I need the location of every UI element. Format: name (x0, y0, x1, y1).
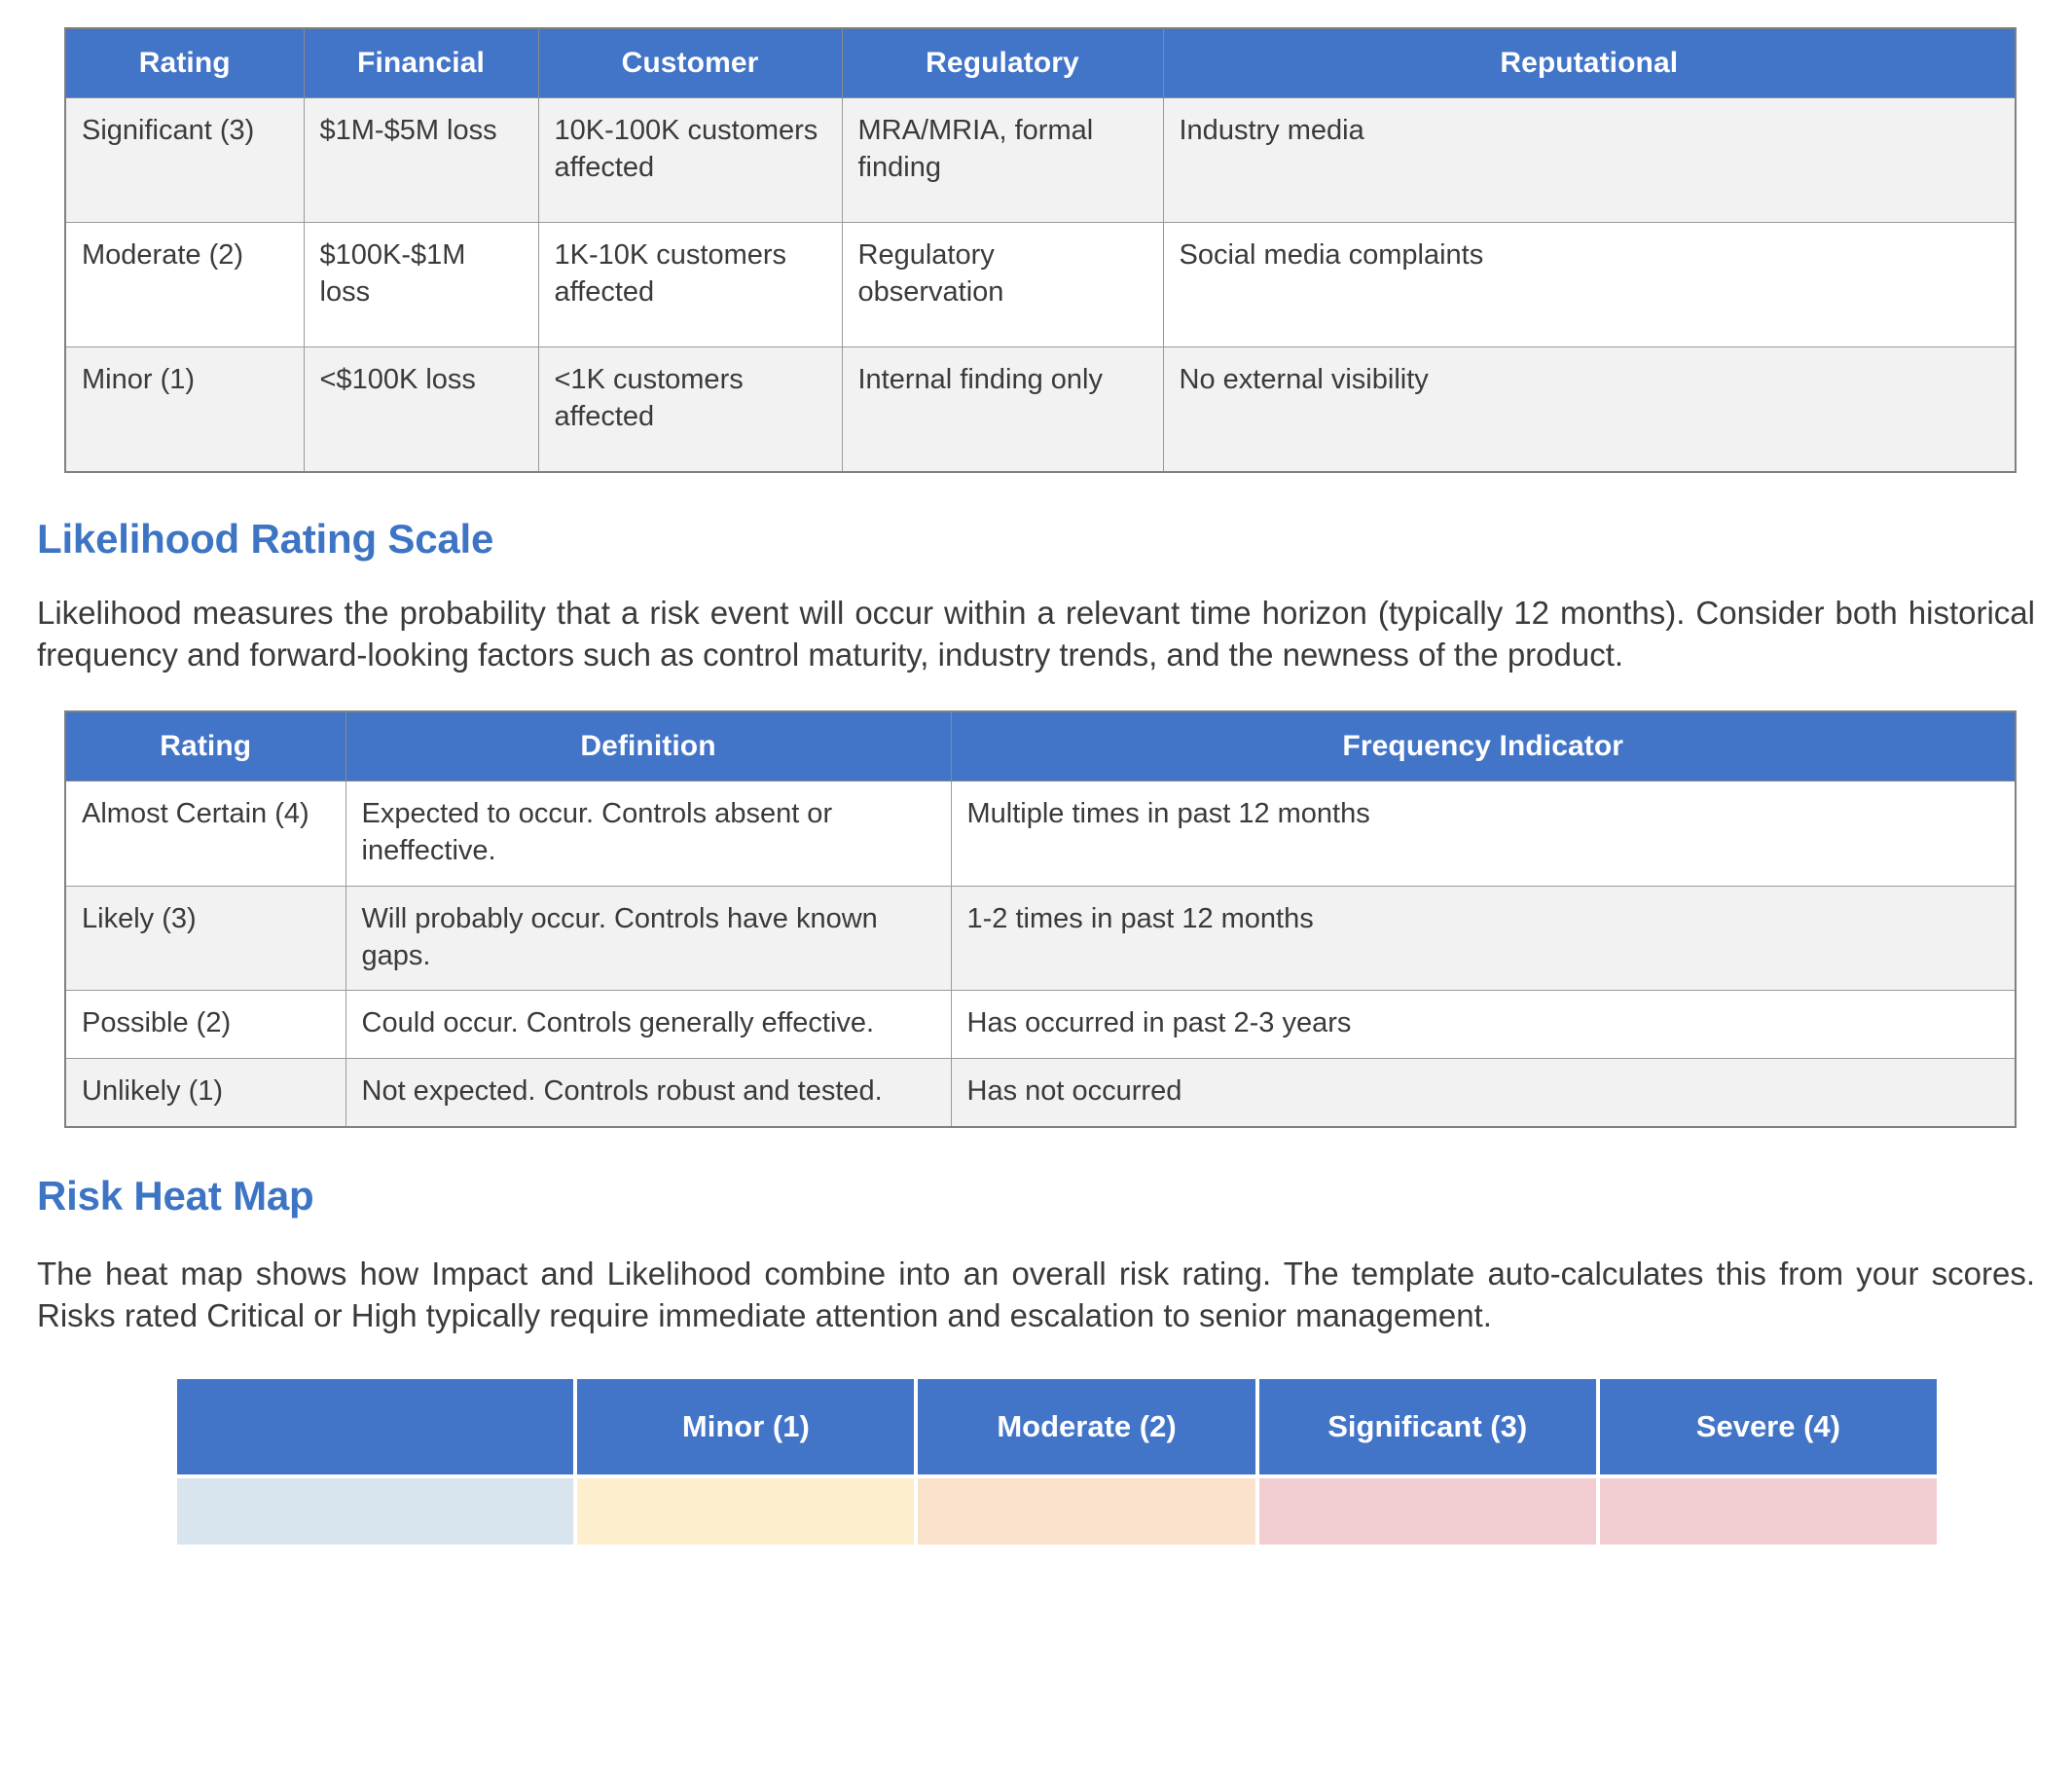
cell-frequency: Multiple times in past 12 months (951, 782, 2016, 886)
likelihood-rating-table (64, 710, 2017, 1127)
column-header-frequency-indicator: Frequency Indicator (951, 711, 2016, 782)
cell-rating: Moderate (2) (65, 223, 304, 347)
heatmap-header-row (177, 1379, 1937, 1474)
heatmap-corner-cell (177, 1379, 573, 1474)
cell-rating: Possible (2) (65, 991, 345, 1059)
cell-reputational: Industry media (1163, 98, 2016, 223)
heatmap-section-heading: Risk Heat Map (37, 1172, 314, 1219)
heatmap-cell-significant (1259, 1478, 1596, 1545)
cell-regulatory: MRA/MRIA, formal finding (842, 98, 1163, 223)
column-header-definition: Definition (345, 711, 951, 782)
table-row (65, 886, 2016, 990)
cell-definition: Will probably occur. Controls have known gaps. (345, 886, 951, 990)
cell-customer: 1K-10K customers affected (538, 223, 842, 347)
column-header-financial: Financial (304, 28, 538, 98)
heatmap-section-paragraph: The heat map shows how Impact and Likelihood combine into an overall risk rating. The template auto-calculates this from your scores. Risks rated Critical or High typically require immediate attention and escalation to senior management. (37, 1255, 2035, 1333)
heatmap-row-label-cell (177, 1478, 573, 1545)
cell-financial: <$100K loss (304, 347, 538, 473)
column-header-reputational: Reputational (1163, 28, 2016, 98)
heatmap-cell-minor (577, 1478, 914, 1545)
cell-rating: Likely (3) (65, 886, 345, 990)
column-header-rating: Rating (65, 28, 304, 98)
cell-definition: Expected to occur. Controls absent or ineffective. (345, 782, 951, 886)
column-header-rating: Rating (65, 711, 345, 782)
cell-rating: Minor (1) (65, 347, 304, 473)
table-row (65, 782, 2016, 886)
heatmap-column-header-severe: Severe (4) (1600, 1379, 1937, 1474)
column-header-regulatory: Regulatory (842, 28, 1163, 98)
column-header-customer: Customer (538, 28, 842, 98)
table-row (65, 98, 2016, 223)
risk-heat-map-table (173, 1375, 1941, 1548)
impact-rating-table (64, 27, 2017, 473)
cell-rating: Unlikely (1) (65, 1058, 345, 1126)
cell-customer: <1K customers affected (538, 347, 842, 473)
cell-definition: Could occur. Controls generally effective. (345, 991, 951, 1059)
table-header-row (65, 711, 2016, 782)
cell-rating: Significant (3) (65, 98, 304, 223)
heatmap-cell-moderate (918, 1478, 1254, 1545)
heatmap-cell-severe (1600, 1478, 1937, 1545)
table-row (65, 223, 2016, 347)
likelihood-section-heading: Likelihood Rating Scale (37, 516, 494, 562)
cell-frequency: 1-2 times in past 12 months (951, 886, 2016, 990)
heatmap-column-header-minor: Minor (1) (577, 1379, 914, 1474)
table-row (65, 1058, 2016, 1126)
cell-customer: 10K-100K customers affected (538, 98, 842, 223)
cell-financial: $1M-$5M loss (304, 98, 538, 223)
heatmap-column-header-moderate: Moderate (2) (918, 1379, 1254, 1474)
cell-reputational: Social media complaints (1163, 223, 2016, 347)
likelihood-section-paragraph: Likelihood measures the probability that a risk event will occur within a relevant time horizon (typically 12 months). Consider both historical frequency and forward-looking factors such as control maturity, industry trends, and the newness of the product. (37, 595, 2035, 673)
cell-reputational: No external visibility (1163, 347, 2016, 473)
heatmap-row (177, 1478, 1937, 1545)
cell-definition: Not expected. Controls robust and tested. (345, 1058, 951, 1126)
heatmap-column-header-significant: Significant (3) (1259, 1379, 1596, 1474)
table-row (65, 991, 2016, 1059)
cell-rating: Almost Certain (4) (65, 782, 345, 886)
cell-frequency: Has not occurred (951, 1058, 2016, 1126)
cell-regulatory: Internal finding only (842, 347, 1163, 473)
table-header-row (65, 28, 2016, 98)
cell-regulatory: Regulatory observation (842, 223, 1163, 347)
cell-financial: $100K-$1M loss (304, 223, 538, 347)
cell-frequency: Has occurred in past 2-3 years (951, 991, 2016, 1059)
table-row (65, 347, 2016, 473)
